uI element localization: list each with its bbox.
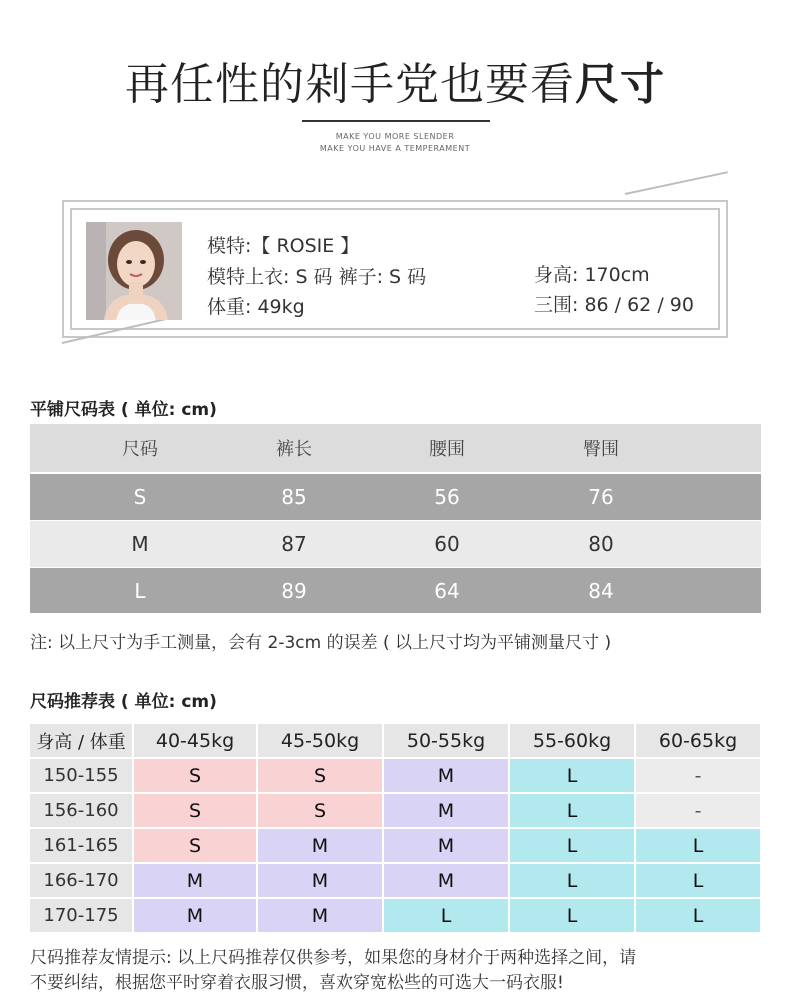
col-header: 臀围	[583, 439, 619, 460]
col-header: 裤长	[276, 439, 312, 460]
col-header: 腰围	[429, 439, 465, 460]
model-name: 模特:【 ROSIE 】	[207, 235, 360, 257]
model-wear: 模特上衣: S 码 裤子: S 码	[207, 266, 427, 288]
size-cell: L	[510, 899, 634, 932]
table-cell: 64	[434, 578, 460, 603]
size-cell: -	[636, 759, 760, 792]
table-cell: M	[131, 532, 149, 556]
weight-header: 50-55kg	[384, 724, 508, 757]
height-label: 161-165	[30, 829, 132, 862]
size-cell: M	[258, 829, 382, 862]
size-table-title: 平铺尺码表 ( 单位: cm)	[30, 400, 217, 420]
table-cell: 87	[281, 532, 307, 556]
table-cell: 80	[588, 532, 614, 556]
weight-header: 45-50kg	[258, 724, 382, 757]
table-cell: 84	[588, 578, 614, 603]
size-cell: L	[384, 899, 508, 932]
decorative-line	[625, 171, 728, 195]
weight-header: 40-45kg	[134, 724, 256, 757]
size-cell: M	[384, 829, 508, 862]
table-row	[30, 568, 761, 613]
subtitle-line-1: MAKE YOU MORE SLENDER	[335, 132, 455, 141]
table-cell: S	[133, 485, 147, 509]
table-cell: L	[134, 578, 146, 603]
table-row	[30, 521, 761, 567]
size-cell: S	[134, 759, 256, 792]
size-cell: L	[636, 899, 760, 932]
tip-line-1: 尺码推荐友情提示: 以上尺码推荐仅供参考，如果您的身材介于两种选择之间，请	[30, 948, 637, 968]
model-weight: 体重: 49kg	[207, 296, 305, 318]
size-cell: M	[384, 794, 508, 827]
size-cell: M	[384, 759, 508, 792]
table-cell: 60	[434, 532, 460, 556]
size-cell: S	[258, 759, 382, 792]
size-cell: L	[510, 759, 634, 792]
page-title	[0, 48, 790, 112]
model-photo	[86, 222, 182, 320]
recommend-table-title: 尺码推荐表 ( 单位: cm)	[30, 692, 217, 712]
height-label: 170-175	[30, 899, 132, 932]
title-main-text: 再任性的剁手党也要看	[125, 59, 575, 110]
size-cell: L	[636, 864, 760, 897]
size-cell: M	[384, 864, 508, 897]
size-cell: M	[258, 899, 382, 932]
corner-header: 身高 / 体重	[30, 724, 132, 757]
subtitle-line-2: MAKE YOU HAVE A TEMPERAMENT	[319, 144, 471, 153]
col-header: 尺码	[122, 439, 158, 460]
weight-header: 60-65kg	[636, 724, 760, 757]
title-bold-text: 尺寸	[575, 59, 665, 110]
size-cell: L	[636, 829, 760, 862]
model-height: 身高: 170cm	[534, 264, 650, 286]
size-cell: S	[134, 829, 256, 862]
height-label: 150-155	[30, 759, 132, 792]
size-cell: L	[510, 864, 634, 897]
model-measurements: 三围: 86 / 62 / 90	[534, 294, 694, 316]
height-label: 156-160	[30, 794, 132, 827]
weight-header: 55-60kg	[510, 724, 634, 757]
size-cell: L	[510, 794, 634, 827]
title-divider	[302, 120, 490, 122]
size-note: 注: 以上尺寸为手工测量，会有 2-3cm 的误差 ( 以上尺寸均为平铺测量尺寸 )	[30, 633, 612, 653]
size-cell: L	[510, 829, 634, 862]
height-label: 166-170	[30, 864, 132, 897]
size-cell: S	[134, 794, 256, 827]
tip-line-2: 不要纠结，根据您平时穿着衣服习惯，喜欢穿宽松些的可选大一码衣服!	[30, 973, 564, 993]
table-cell: 76	[588, 485, 614, 509]
size-cell: -	[636, 794, 760, 827]
size-cell: M	[134, 899, 256, 932]
size-table-header	[30, 424, 761, 472]
size-cell: M	[134, 864, 256, 897]
table-cell: 89	[281, 578, 307, 603]
table-row	[30, 474, 761, 520]
table-cell: 85	[281, 485, 307, 509]
table-cell: 56	[434, 485, 460, 509]
size-cell: S	[258, 794, 382, 827]
size-cell: M	[258, 864, 382, 897]
